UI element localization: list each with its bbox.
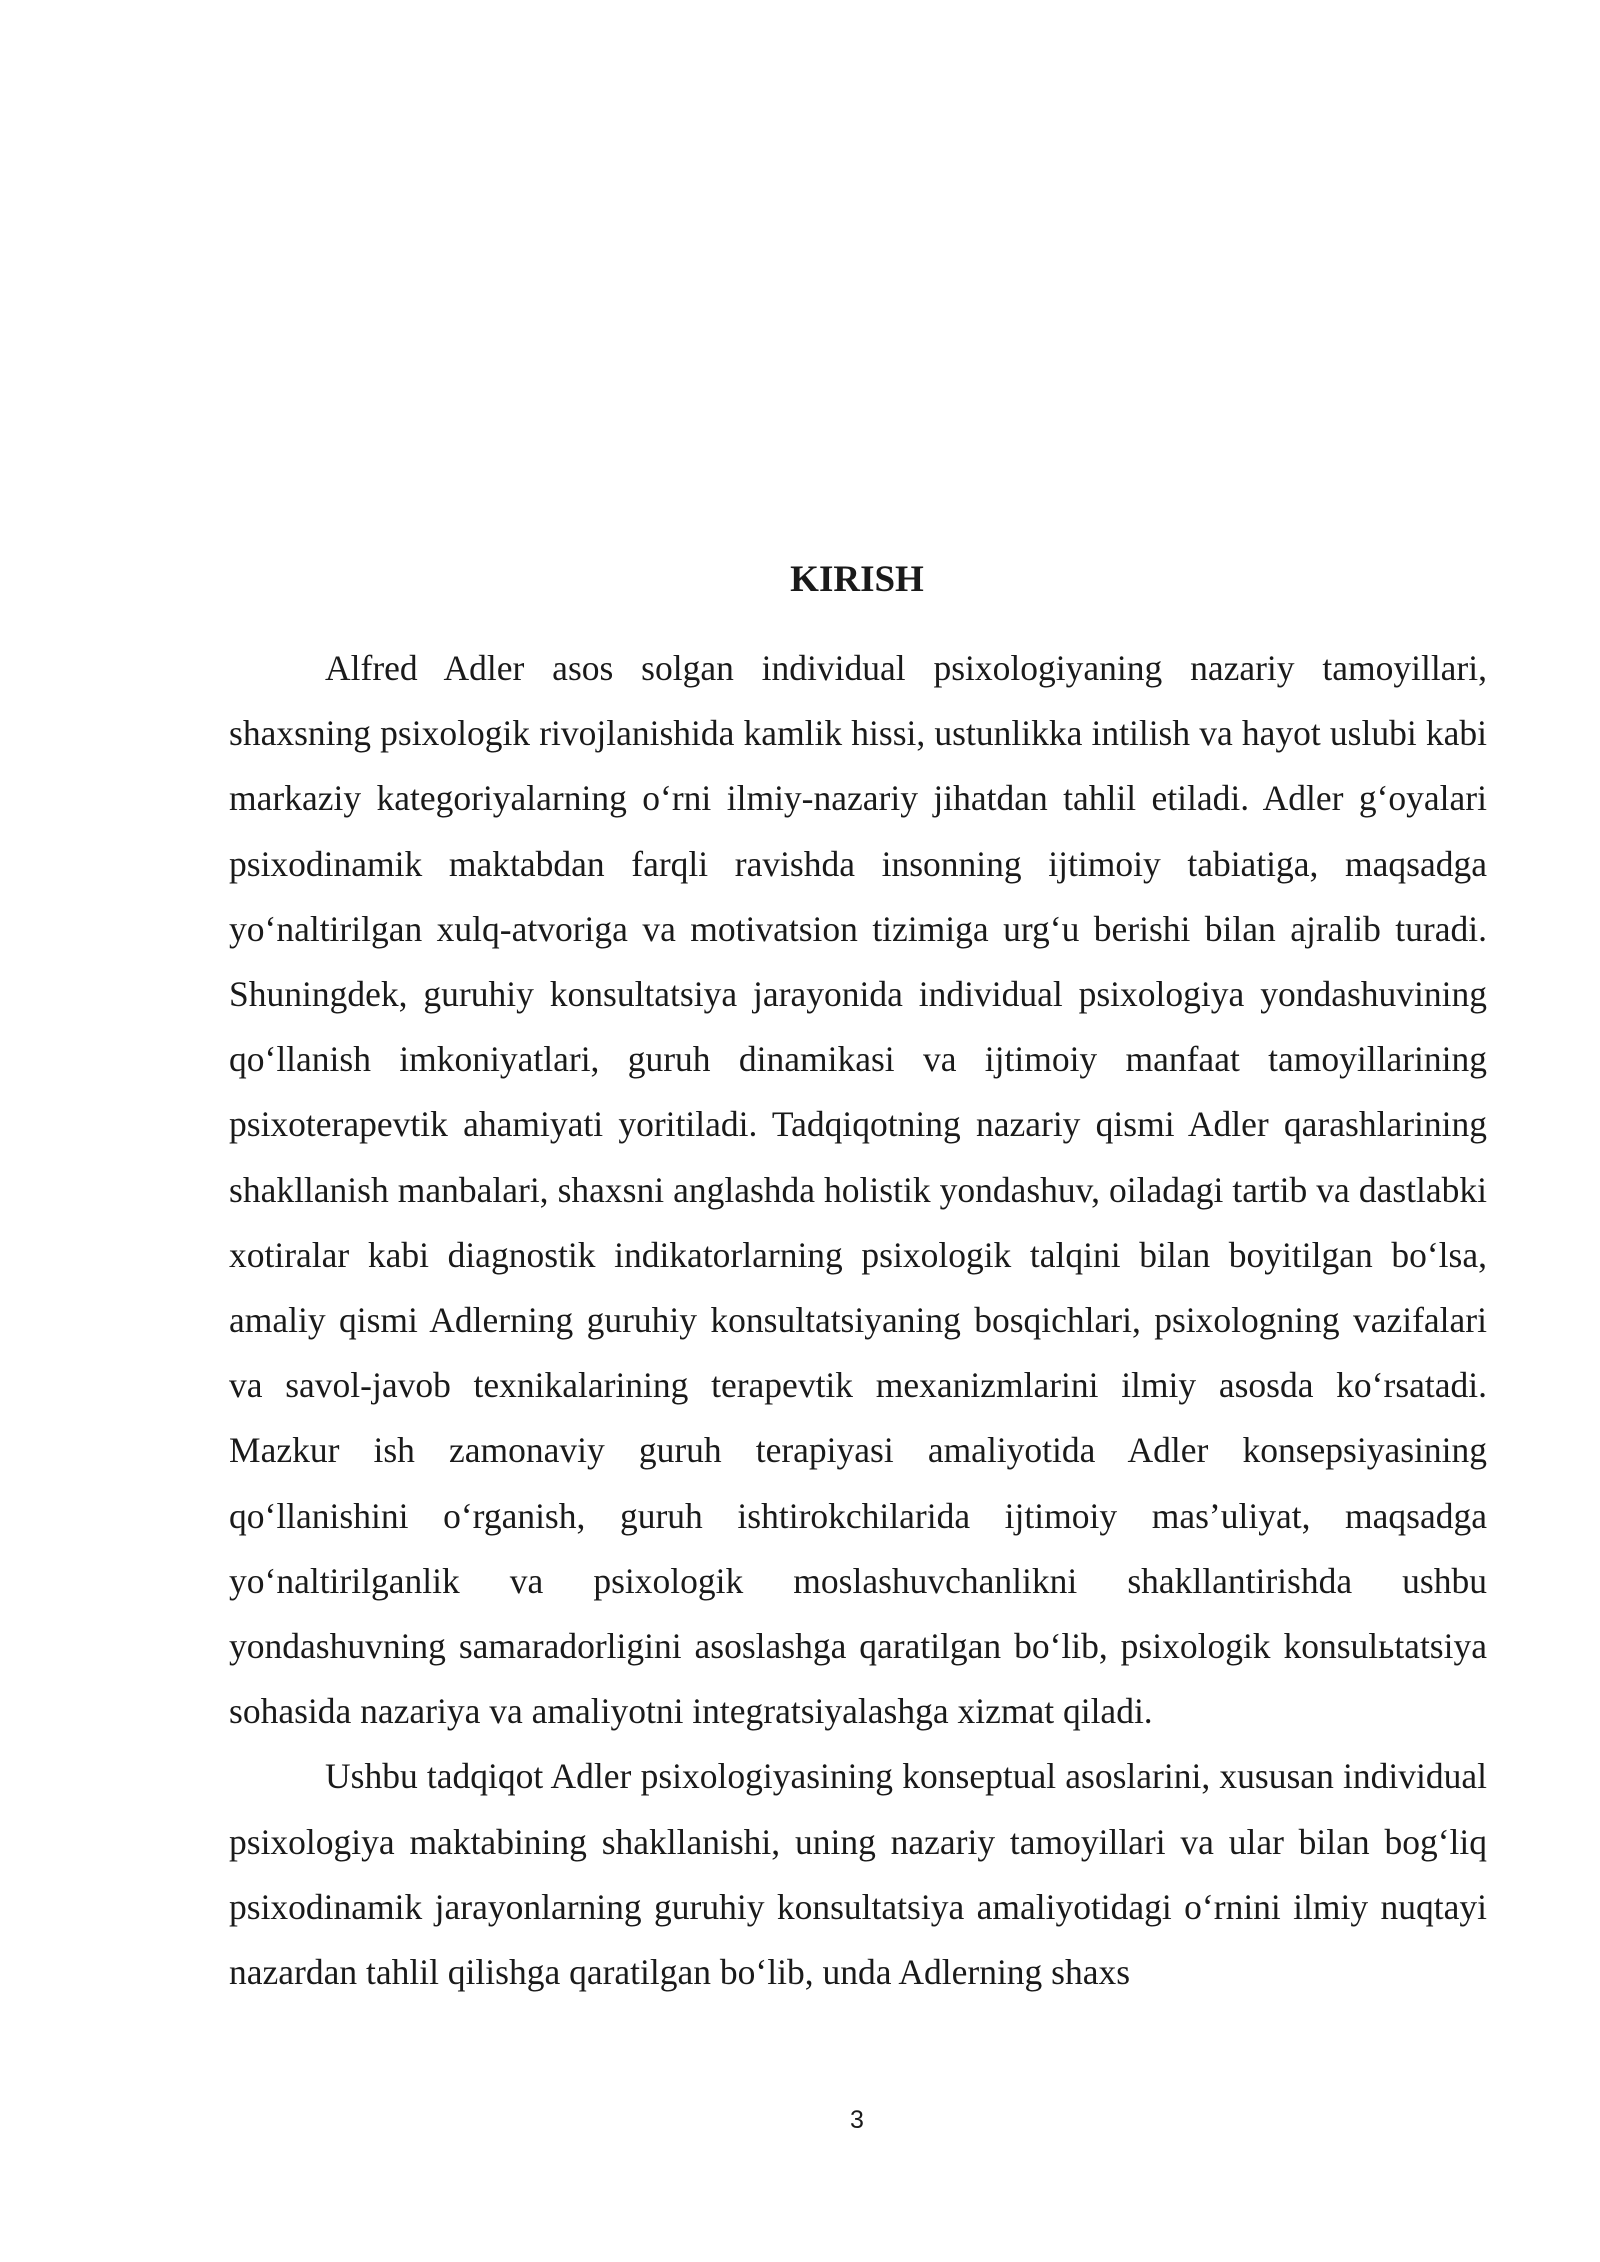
section-heading: KIRISH [790, 559, 924, 600]
paragraph-1: Alfred Adler asos solgan individual psixologiyaning nazariy tamoyillari, shaxsning psixologik rivojlanishida kamlik hissi, ustunlikka intilish va hayot uslubi kabi markaziy kategoriyalarning o‘rni ilmiy-nazariy jihatdan tahlil etiladi. Adler g‘oyalari psixodinamik maktabdan farqli ravishda insonning ijtimoiy tabiatiga, maqsadga yo‘naltirilgan xulq-atvoriga va motivatsion tizimiga urg‘u berishi bilan ajralib turadi. Shuningdek, guruhiy konsultatsiya jarayonida individual psixologiya yondashuvining qo‘llanish imkoniyatlari, guruh dinamikasi va ijtimoiy manfaat tamoyillarining psixoterapevtik ahamiyati yoritiladi. Tadqiqotning nazariy qismi Adler qarashlarining shakllanish manbalari, shaxsni anglashda holistik yondashuv, oiladagi tartib va dastlabki xotiralar kabi diagnostik indikatorlarning psixologik talqini bilan boyitilgan bo‘lsa, amaliy qismi Adlerning guruhiy konsultatsiyaning bosqichlari, psixologning vazifalari va savol-javob texnikalarining terapevtik mexanizmlarini ilmiy asosda ko‘rsatadi. Mazkur ish zamonaviy guruh terapiyasi amaliyotida Adler konsepsiyasining qo‘llanishini o‘rganish, guruh ishtirokchilarida ijtimoiy mas’uliyat, maqsadga yo‘naltirilganlik va psixologik moslashuvchanlikni shakllantirishda ushbu yondashuvning samaradorligini asoslashga qaratilgan bo‘lib, psixologik konsulьtatsiya sohasida nazariya va amaliyotni integratsiyalashga xizmat qiladi. [229, 648, 1487, 1732]
page-number: 3 [850, 2106, 864, 2134]
body-text [229, 636, 1487, 2005]
paragraph-2: Ushbu tadqiqot Adler psixologiyasining konseptual asoslarini, xususan individual psixologiya maktabining shakllanishi, uning nazariy tamoyillari va ular bilan bog‘liq psixodinamik jarayonlarning guruhiy konsultatsiya amaliyotidagi o‘rnini ilmiy nuqtayi nazardan tahlil qilishga qaratilgan bo‘lib, unda Adlerning shaxs [229, 1756, 1487, 1993]
